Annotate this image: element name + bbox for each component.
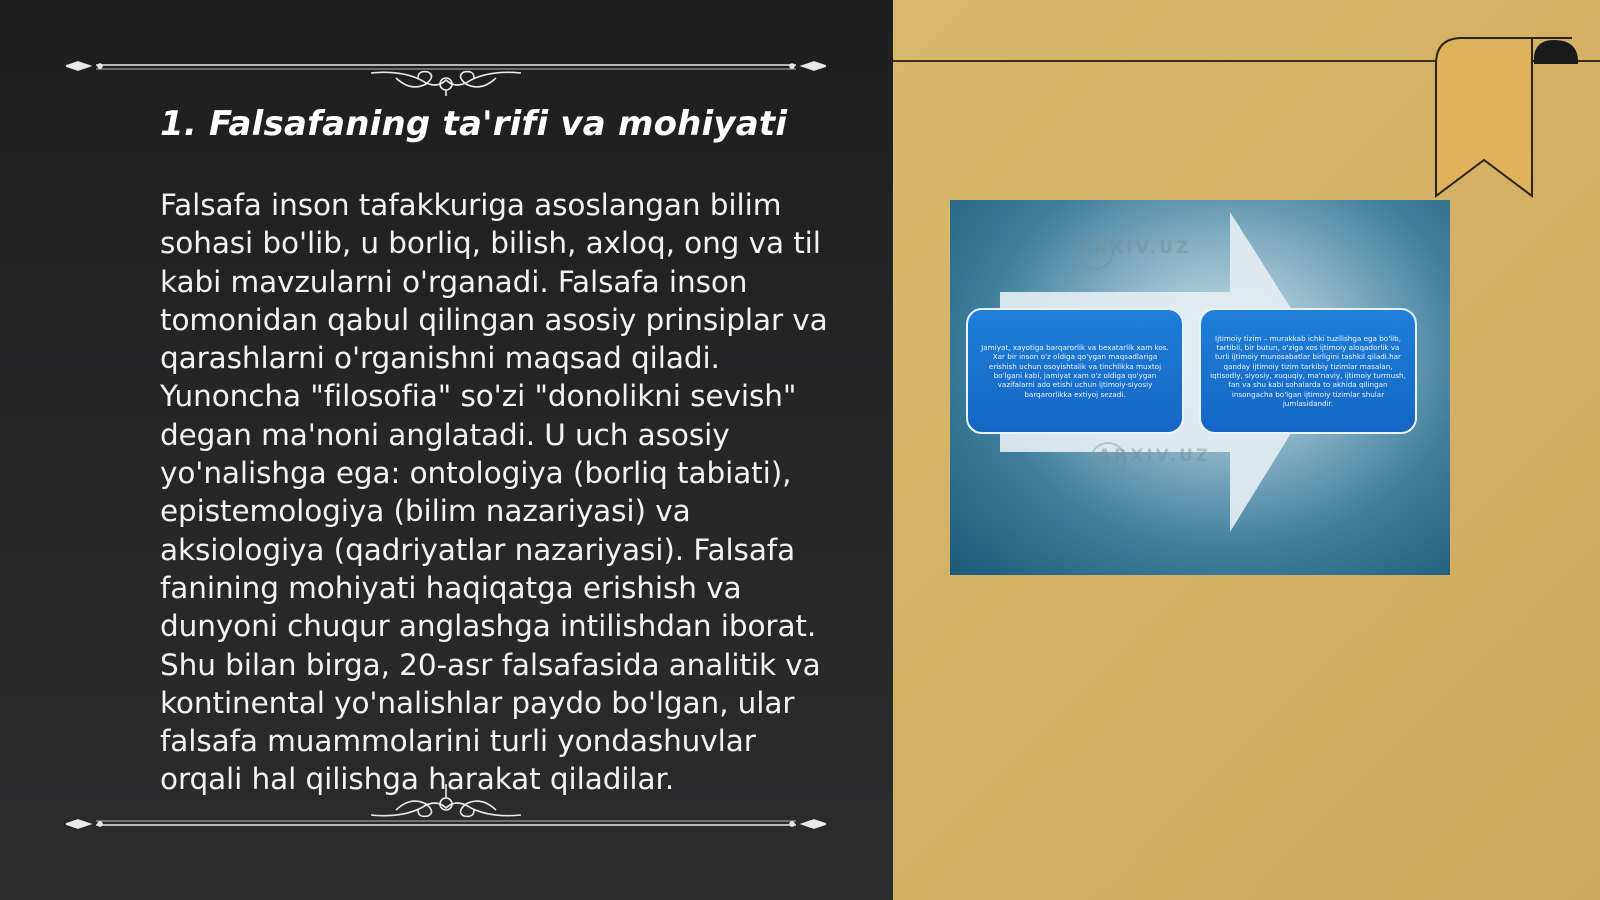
bookmark-ribbon (1432, 34, 1600, 199)
watermark-text: ARXIV.UZ (1098, 446, 1212, 466)
info-box-right: Ijtimoiy tizim – murakkab ichki tuzilishga ega bo'lib, tartibli, bir butun, o'ziga xos ijtimoiy aloqadorlik va turli ijtimoiy munosabatlar birligini tashkil qiladi.har qanday ijtimoiy tizim tarkibiy tizimlar masalan, iqtisodiy, siyosiy, xuquqiy, ma'naviy, ijtimoiy turmush, fan va shu kabi sohalarda to akhida qilingan insongacha bo'lgan ijtimoiy tizimlar shular jumlasidandir. (1199, 308, 1417, 434)
slide-body-paragraph: Falsafa inson tafakkuriga asoslangan bilim sohasi bo'lib, u borliq, bilish, axloq, ong va til kabi mavzularni o'rganadi. Falsafa inson tomonidan qabul qilingan asosiy prinsiplar va qarashlarni o'rganishni maqsad qiladi. Yunoncha "filosofia" so'zi "donolikni sevish" degan ma'noni anglatadi. U uch asosiy yo'nalishga ega: ontologiya (borliq tabiati), epistemologiya (bilim nazariyasi) va aksiologiya (qadriyatlar nazariyasi). Falsafa fanining mohiyati haqiqatga erishish va dunyoni chuqur anglashga intilishdan iborat. Shu bilan birga, 20-asr falsafasida analitik va kontinental yo'nalishlar paydo bo'lgan, ular falsafa muammolarini turli yondashuvlar orqali hal qilishga harakat qiladilar. (160, 188, 828, 797)
watermark-text: ARXIV.UZ (1078, 238, 1192, 258)
bottom-ornament-divider (66, 782, 826, 832)
slide-title: 1. Falsafaning ta'rifi va mohiyati (160, 104, 788, 144)
diagram-image (950, 200, 1450, 575)
info-box-left: Jamiyat, xayotiga barqarorlik va bexatarlik xam kos. Xar bir inson o'z oldiga qo'ygan maqsadlariga erishish uchun osoyishtalik va tinchlikka muxtoj bo'lgani kabi, jamiyat xam o'z oldiga qo'ygan vazifalarni ado etishi uchun ijtimoiy-siyosiy barqarorlikka extiyoj sezadi. (966, 308, 1184, 434)
top-ornament-divider (66, 46, 826, 96)
